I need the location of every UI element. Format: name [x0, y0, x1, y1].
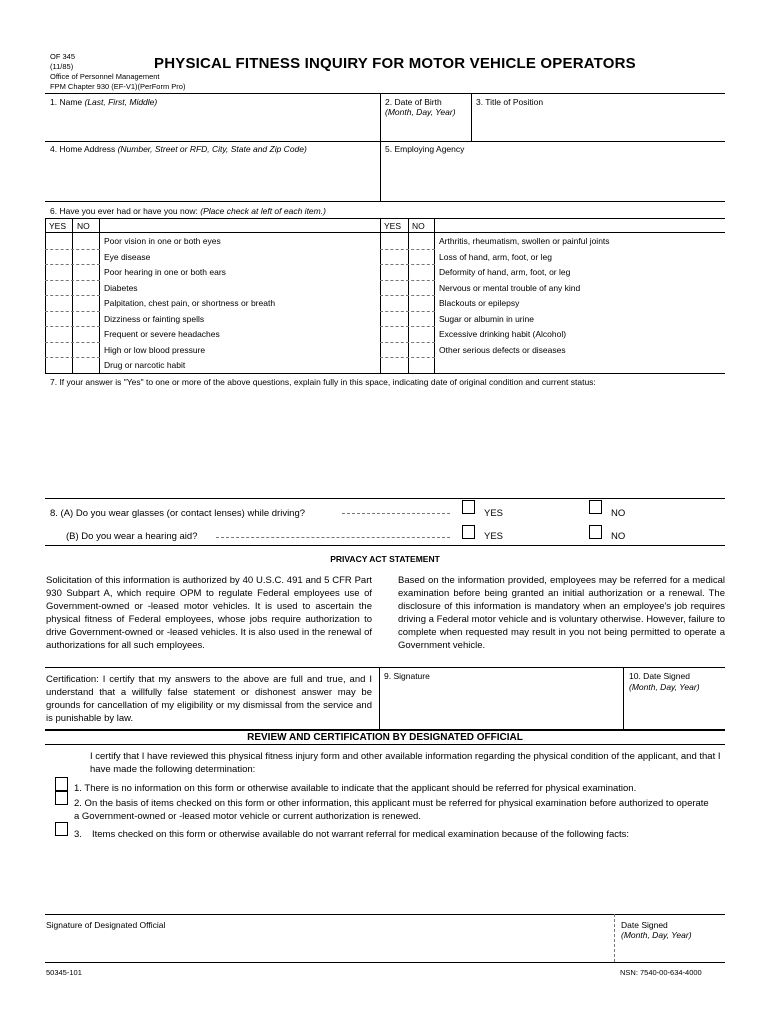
option1-text: 1. There is no information on this form or otherwise available to indicate that the applicant should be referred for physical examination.: [74, 783, 637, 794]
date-signed-label: 10. Date Signed: [629, 671, 690, 681]
form-stock-number: 50345-101: [46, 968, 82, 977]
condition-no-cell-left[interactable]: [73, 281, 98, 295]
condition-no-cell-right[interactable]: [409, 343, 433, 357]
condition-item-left: Poor vision in one or both eyes: [104, 236, 221, 246]
condition-no-cell-left[interactable]: [73, 234, 98, 248]
dob-hint: (Month, Day, Year): [385, 107, 456, 117]
privacy-heading: PRIVACY ACT STATEMENT: [330, 554, 440, 564]
condition-item-right: Deformity of hand, arm, foot, or leg: [439, 267, 571, 277]
condition-yes-cell-left[interactable]: [46, 358, 71, 372]
condition-yes-cell-right[interactable]: [381, 327, 407, 341]
option2-checkbox[interactable]: [55, 791, 68, 805]
form-number: OF 345: [50, 52, 76, 61]
privacy-text-left: Solicitation of this information is authorized by 40 U.S.C. 491 and 5 CFR Part 930 Subpart A, which require OPM to regulate Federal employees use of Government-owned or -leased motor vehicles. It is used to ascertain the physical fitness of Federal employees, whose jobs require authorization to drive Government-owned or -leased vehicles. It is also used in the renewal of authorizations for all such employees.: [46, 575, 372, 651]
option3-number: 3.: [74, 829, 82, 840]
q8a-yes-checkbox[interactable]: [462, 500, 475, 514]
q8b-no-checkbox[interactable]: [589, 525, 602, 539]
condition-yes-cell-left[interactable]: [46, 312, 71, 326]
condition-item-right: Other serious defects or diseases: [439, 344, 566, 355]
condition-yes-cell-left[interactable]: [46, 281, 71, 295]
condition-yes-cell-right[interactable]: [381, 250, 407, 264]
q8b-label: (B) Do you wear a hearing aid?: [66, 531, 198, 542]
condition-no-cell-left[interactable]: [73, 358, 98, 372]
agency-name: Office of Personnel Management: [50, 72, 160, 81]
no-header-left: NO: [77, 221, 90, 231]
condition-no-cell-left[interactable]: [73, 296, 98, 310]
condition-no-cell-left[interactable]: [73, 312, 98, 326]
nsn-number: NSN: 7540-00-634-4000: [620, 968, 702, 977]
q8b-yes-label: YES: [484, 531, 504, 542]
yes-header-left: YES: [49, 221, 67, 231]
address-field-label[interactable]: [50, 144, 307, 155]
official-signature-field[interactable]: [46, 932, 612, 960]
condition-item-left: Palpitation, chest pain, or shortness or breath: [104, 298, 276, 308]
condition-item-left: Dizziness or fainting spells: [104, 313, 205, 324]
official-date-label: Date Signed: [621, 920, 668, 930]
q8a-label: 8. (A) Do you wear glasses (or contact lenses) while driving?: [50, 508, 306, 519]
condition-no-cell-right[interactable]: [409, 312, 433, 326]
q8a-yes-label: YES: [484, 508, 504, 519]
review-heading: REVIEW AND CERTIFICATION BY DESIGNATED OFFICIAL: [247, 732, 523, 743]
form-date: (11/85): [50, 62, 74, 71]
condition-item-right: Sugar or albumin in urine: [439, 313, 534, 324]
condition-item-left: Drug or narcotic habit: [104, 360, 186, 370]
q8b-no-label: NO: [611, 531, 626, 542]
condition-no-cell-right[interactable]: [409, 327, 433, 341]
condition-yes-cell-left[interactable]: [46, 234, 71, 248]
condition-yes-cell-right[interactable]: [381, 265, 407, 279]
name-field-label[interactable]: [50, 97, 157, 108]
address-hint: (Number, Street or RFD, City, State and Zip Code): [117, 144, 307, 154]
condition-no-cell-right[interactable]: [409, 250, 433, 264]
q6-label: 6. Have you ever had or have you now: (Place check at left of each item.): [50, 206, 326, 216]
condition-yes-cell-left[interactable]: [46, 265, 71, 279]
condition-yes-cell-right[interactable]: [381, 296, 407, 310]
q8a-no-checkbox[interactable]: [589, 500, 602, 514]
condition-no-cell-right[interactable]: [409, 281, 433, 295]
official-signature-label: Signature of Designated Official: [46, 920, 166, 930]
condition-yes-cell-right[interactable]: [381, 281, 407, 295]
name-hint: (Last, First, Middle): [84, 97, 158, 107]
option3-text: Items checked on this form or otherwise available do not warrant referral for medical examination because of the following facts:: [92, 829, 630, 840]
condition-yes-cell-right[interactable]: [381, 312, 407, 326]
condition-yes-cell-right[interactable]: [381, 343, 407, 357]
privacy-text-right: Based on the information provided, employees may be referred for a medical examination before being granted an initial authorization or a renewal. The disclosure of this information is mandatory when an employee's job requires driving a Federal motor vehicle and is voluntary otherwise. However, failure to complete when requested may result in you not being permitted to operate a Government vehicle.: [398, 575, 725, 651]
option2-text: 2. On the basis of items checked on this form or other information, this applicant must be referred for physical examination before authorized to operate a Government-owned or -leased motor vehicle or current authorization is renewed.: [74, 798, 709, 822]
signature-label: 9. Signature: [384, 671, 430, 681]
condition-no-cell-left[interactable]: [73, 250, 98, 264]
q8a-no-label: NO: [611, 508, 626, 519]
condition-item-left: Diabetes: [104, 282, 138, 293]
condition-item-left: Frequent or severe headaches: [104, 329, 220, 339]
review-intro: I certify that I have reviewed this physical fitness injury form and other available information regarding the physical condition of the applicant, and that I have made the following determination:: [90, 751, 721, 775]
certification-text: Certification: I certify that my answers to the above are full and true, and I understand that a willfully false statement or dishonest answer may be grounds for cancellation of my eligibility or my dismissal from the service and is punishable by law.: [46, 674, 372, 724]
condition-item-right: Loss of hand, arm, foot, or leg: [439, 251, 552, 262]
position-title-label: 3. Title of Position: [476, 97, 544, 107]
fpm-chapter: FPM Chapter 930 (EF-V1)(PerForm Pro): [50, 82, 186, 91]
page-title: PHYSICAL FITNESS INQUIRY FOR MOTOR VEHICLE OPERATORS: [154, 55, 636, 72]
signature-field[interactable]: [380, 668, 622, 728]
condition-yes-cell-left[interactable]: [46, 343, 71, 357]
condition-no-cell-left[interactable]: [73, 265, 98, 279]
employing-agency-label: 5. Employing Agency: [385, 144, 465, 154]
q8b-yes-checkbox[interactable]: [462, 525, 475, 539]
date-signed-hint: (Month, Day, Year): [629, 682, 700, 692]
condition-item-left: Poor hearing in one or both ears: [104, 267, 226, 277]
condition-item-right: Excessive drinking habit (Alcohol): [439, 329, 567, 339]
no-header-right: NO: [412, 221, 425, 231]
option1-checkbox[interactable]: [55, 777, 68, 791]
condition-item-right: Arthritis, rheumatism, swollen or painful joints: [439, 236, 610, 246]
condition-no-cell-right[interactable]: [409, 265, 433, 279]
condition-yes-cell-left[interactable]: [46, 296, 71, 310]
date-signed-field[interactable]: [624, 668, 724, 728]
option3-checkbox[interactable]: [55, 822, 68, 836]
row-divider: [380, 357, 435, 358]
condition-item-right: Nervous or mental trouble of any kind: [439, 282, 581, 293]
q7-label: 7. If your answer is "Yes" to one or more of the above questions, explain fully in this space, indicating date of original condition and current status:: [50, 377, 596, 387]
dob-label: 2. Date of Birth: [385, 97, 442, 107]
address-label: 4. Home Address: [50, 144, 118, 154]
condition-yes-cell-right[interactable]: [381, 234, 407, 248]
condition-yes-cell-left[interactable]: [46, 327, 71, 341]
condition-no-cell-left[interactable]: [73, 343, 98, 357]
name-label: 1. Name: [50, 97, 85, 107]
official-date-hint: (Month, Day, Year): [621, 930, 692, 940]
condition-no-cell-left[interactable]: [73, 327, 98, 341]
condition-no-cell-right[interactable]: [409, 296, 433, 310]
condition-no-cell-right[interactable]: [409, 234, 433, 248]
condition-item-right: Blackouts or epilepsy: [439, 298, 520, 308]
condition-yes-cell-left[interactable]: [46, 250, 71, 264]
yes-header-right: YES: [384, 221, 402, 231]
condition-item-left: High or low blood pressure: [104, 344, 206, 355]
condition-item-left: Eye disease: [104, 251, 151, 262]
